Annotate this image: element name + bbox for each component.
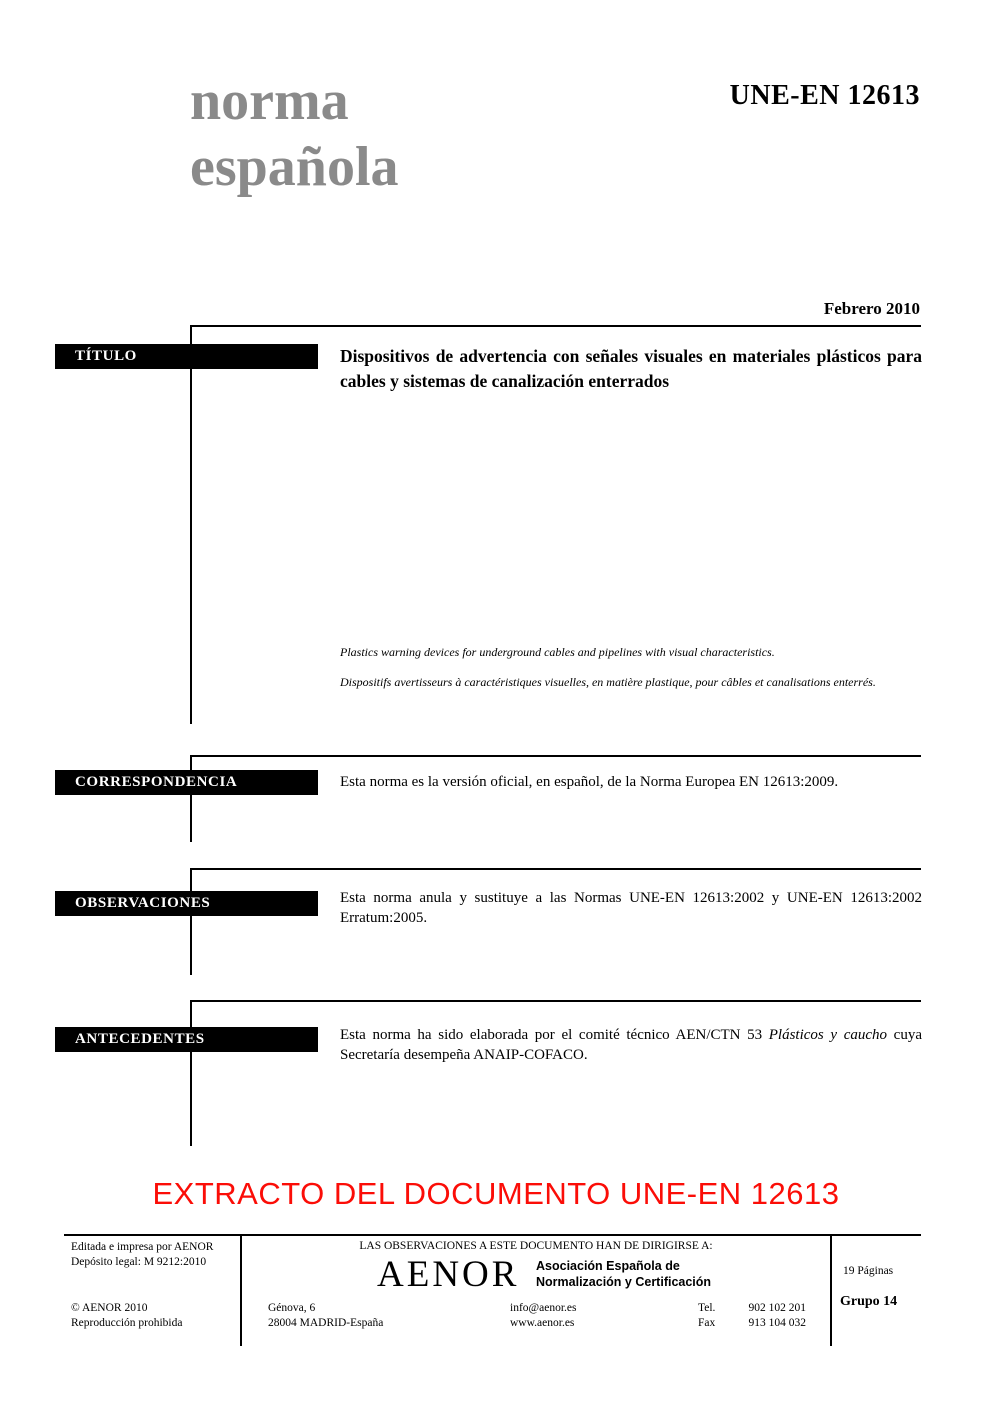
footer-tel-number: 902 102 201: [748, 1302, 806, 1314]
footer-left-vertical-rule: [240, 1234, 242, 1346]
aenor-logo-subtitle: [536, 1259, 711, 1290]
footer-email: info@aenor.es: [510, 1302, 577, 1314]
footer-observations-notice: LAS OBSERVACIONES A ESTE DOCUMENTO HAN DE DIRIGIRSE A:: [359, 1240, 713, 1252]
observaciones-section-divider: [190, 868, 921, 870]
antecedentes-text: [340, 1025, 922, 1065]
footer-group-number: Grupo 14: [840, 1294, 898, 1309]
aenor-subtitle-line-2: Normalización y Certificación: [536, 1274, 712, 1289]
footer-reproduction-line: Reproducción prohibida: [71, 1317, 183, 1329]
correspondencia-label: CORRESPONDENCIA: [55, 770, 318, 795]
footer-fax-number: 913 104 032: [748, 1317, 806, 1329]
aenor-logo: AENOR: [377, 1254, 520, 1295]
document-code: UNE-EN 12613: [729, 80, 920, 111]
antecedentes-text-after: cuya Secretaría desempeña ANAIP-COFACO.: [340, 1027, 922, 1063]
observaciones-label: OBSERVACIONES: [55, 891, 318, 916]
antecedentes-label: ANTECEDENTES: [55, 1027, 318, 1052]
footer-copyright-line: © AENOR 2010: [71, 1302, 148, 1314]
logo-line-2: española: [190, 136, 399, 198]
observaciones-section-vertical-rule: [190, 868, 192, 975]
footer-copyright-block: [71, 1301, 182, 1331]
footer-tel-label: Tel.: [698, 1302, 716, 1314]
antecedentes-section-vertical-rule: [190, 1000, 192, 1146]
footer-address-city: 28004 MADRID-España: [268, 1317, 384, 1329]
antecedentes-section-divider: [190, 1000, 921, 1002]
title-spanish: Dispositivos de advertencia con señales visuales en materiales plásticos para cables y sistemas de canalización enterrados: [340, 346, 922, 391]
footer-edited-line: Editada e impresa por AENOR: [71, 1241, 214, 1253]
footer-address-street: Génova, 6: [268, 1302, 316, 1314]
footer-page-count: 19 Páginas: [843, 1265, 894, 1277]
footer-deposit-line: Depósito legal: M 9212:2010: [71, 1256, 207, 1268]
correspondencia-section-vertical-rule: [190, 755, 192, 842]
footer-edition-block: [71, 1240, 213, 1270]
footer-tel-row: [698, 1301, 806, 1316]
footer-right-vertical-rule: [830, 1234, 832, 1346]
footer-website: www.aenor.es: [510, 1317, 575, 1329]
publication-date: Febrero 2010: [823, 299, 920, 318]
correspondencia-section-divider: [190, 755, 921, 757]
footer-contact-block: [510, 1301, 576, 1331]
title-french: Dispositifs avertisseurs à caractéristiques visuelles, en matière plastique, pour câbles et canalisations enterrés.: [340, 675, 876, 689]
footer-top-divider: [64, 1234, 921, 1236]
antecedentes-text-before: Esta norma ha sido elaborada por el comité técnico AEN/CTN 53: [340, 1027, 763, 1043]
footer-address-block: [268, 1301, 383, 1331]
titulo-section-divider: [190, 325, 921, 327]
title-english: Plastics warning devices for underground cables and pipelines with visual characteristics.: [340, 645, 775, 659]
titulo-label: TÍTULO: [55, 344, 318, 369]
observaciones-text: Esta norma anula y sustituye a las Normas UNE-EN 12613:2002 y UNE-EN 12613:2002 Erratum:2005.: [340, 890, 922, 926]
titulo-section-vertical-rule: [190, 325, 192, 724]
aenor-subtitle-line-1: Asociación Española de: [536, 1259, 680, 1273]
logo-line-1: norma: [190, 70, 349, 132]
footer-telfax-block: [698, 1301, 806, 1331]
extract-title: EXTRACTO DEL DOCUMENTO UNE-EN 12613: [152, 1176, 840, 1211]
footer-fax-label: Fax: [698, 1317, 716, 1329]
norma-espanola-logo: [190, 68, 399, 200]
correspondencia-text: Esta norma es la versión oficial, en español, de la Norma Europea EN 12613:2009.: [340, 774, 839, 790]
antecedentes-text-italic: Plásticos y caucho: [768, 1027, 888, 1043]
footer-fax-row: [698, 1316, 806, 1331]
